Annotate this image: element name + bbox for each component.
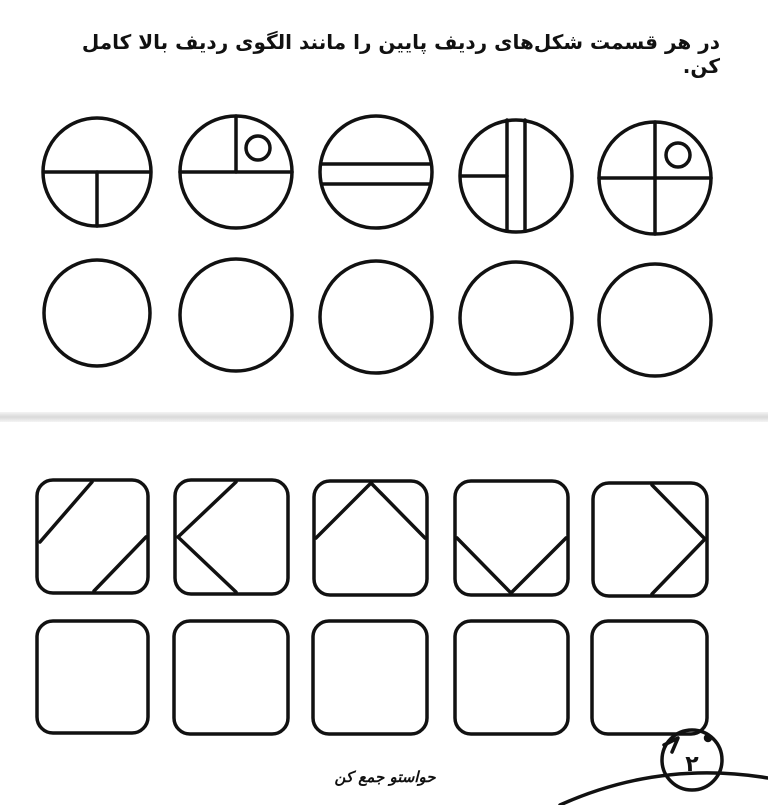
pattern-circle-4 (460, 120, 572, 232)
pattern-square-2 (175, 480, 288, 594)
empty-circle-4[interactable] (460, 262, 572, 374)
pattern-square-4 (455, 481, 568, 595)
instruction-text: در هر قسمت شکل‌های ردیف پایین را مانند الگوی ردیف بالا کامل کن. (81, 30, 720, 78)
pattern-square-1 (37, 480, 148, 593)
empty-circle-3[interactable] (320, 261, 432, 373)
empty-circle-1[interactable] (44, 260, 150, 366)
pattern-circle-2 (180, 116, 292, 228)
empty-square-1[interactable] (37, 621, 148, 733)
empty-square-2[interactable] (174, 621, 288, 734)
empty-square-3[interactable] (313, 621, 427, 734)
pattern-circle-1 (43, 118, 151, 226)
empty-square-5[interactable] (592, 621, 707, 734)
hill-decoration (560, 773, 768, 805)
pattern-square-3 (314, 481, 427, 595)
pattern-circle-5 (599, 122, 711, 234)
empty-square-4[interactable] (455, 621, 568, 734)
pattern-circle-3 (320, 116, 432, 228)
page-number: ۲ (685, 752, 699, 777)
pattern-square-5 (593, 483, 707, 596)
empty-circle-5[interactable] (599, 264, 711, 376)
empty-circle-2[interactable] (180, 259, 292, 371)
brand-logo-text: حواستو جمع کن (334, 768, 436, 786)
section-divider (0, 412, 768, 422)
